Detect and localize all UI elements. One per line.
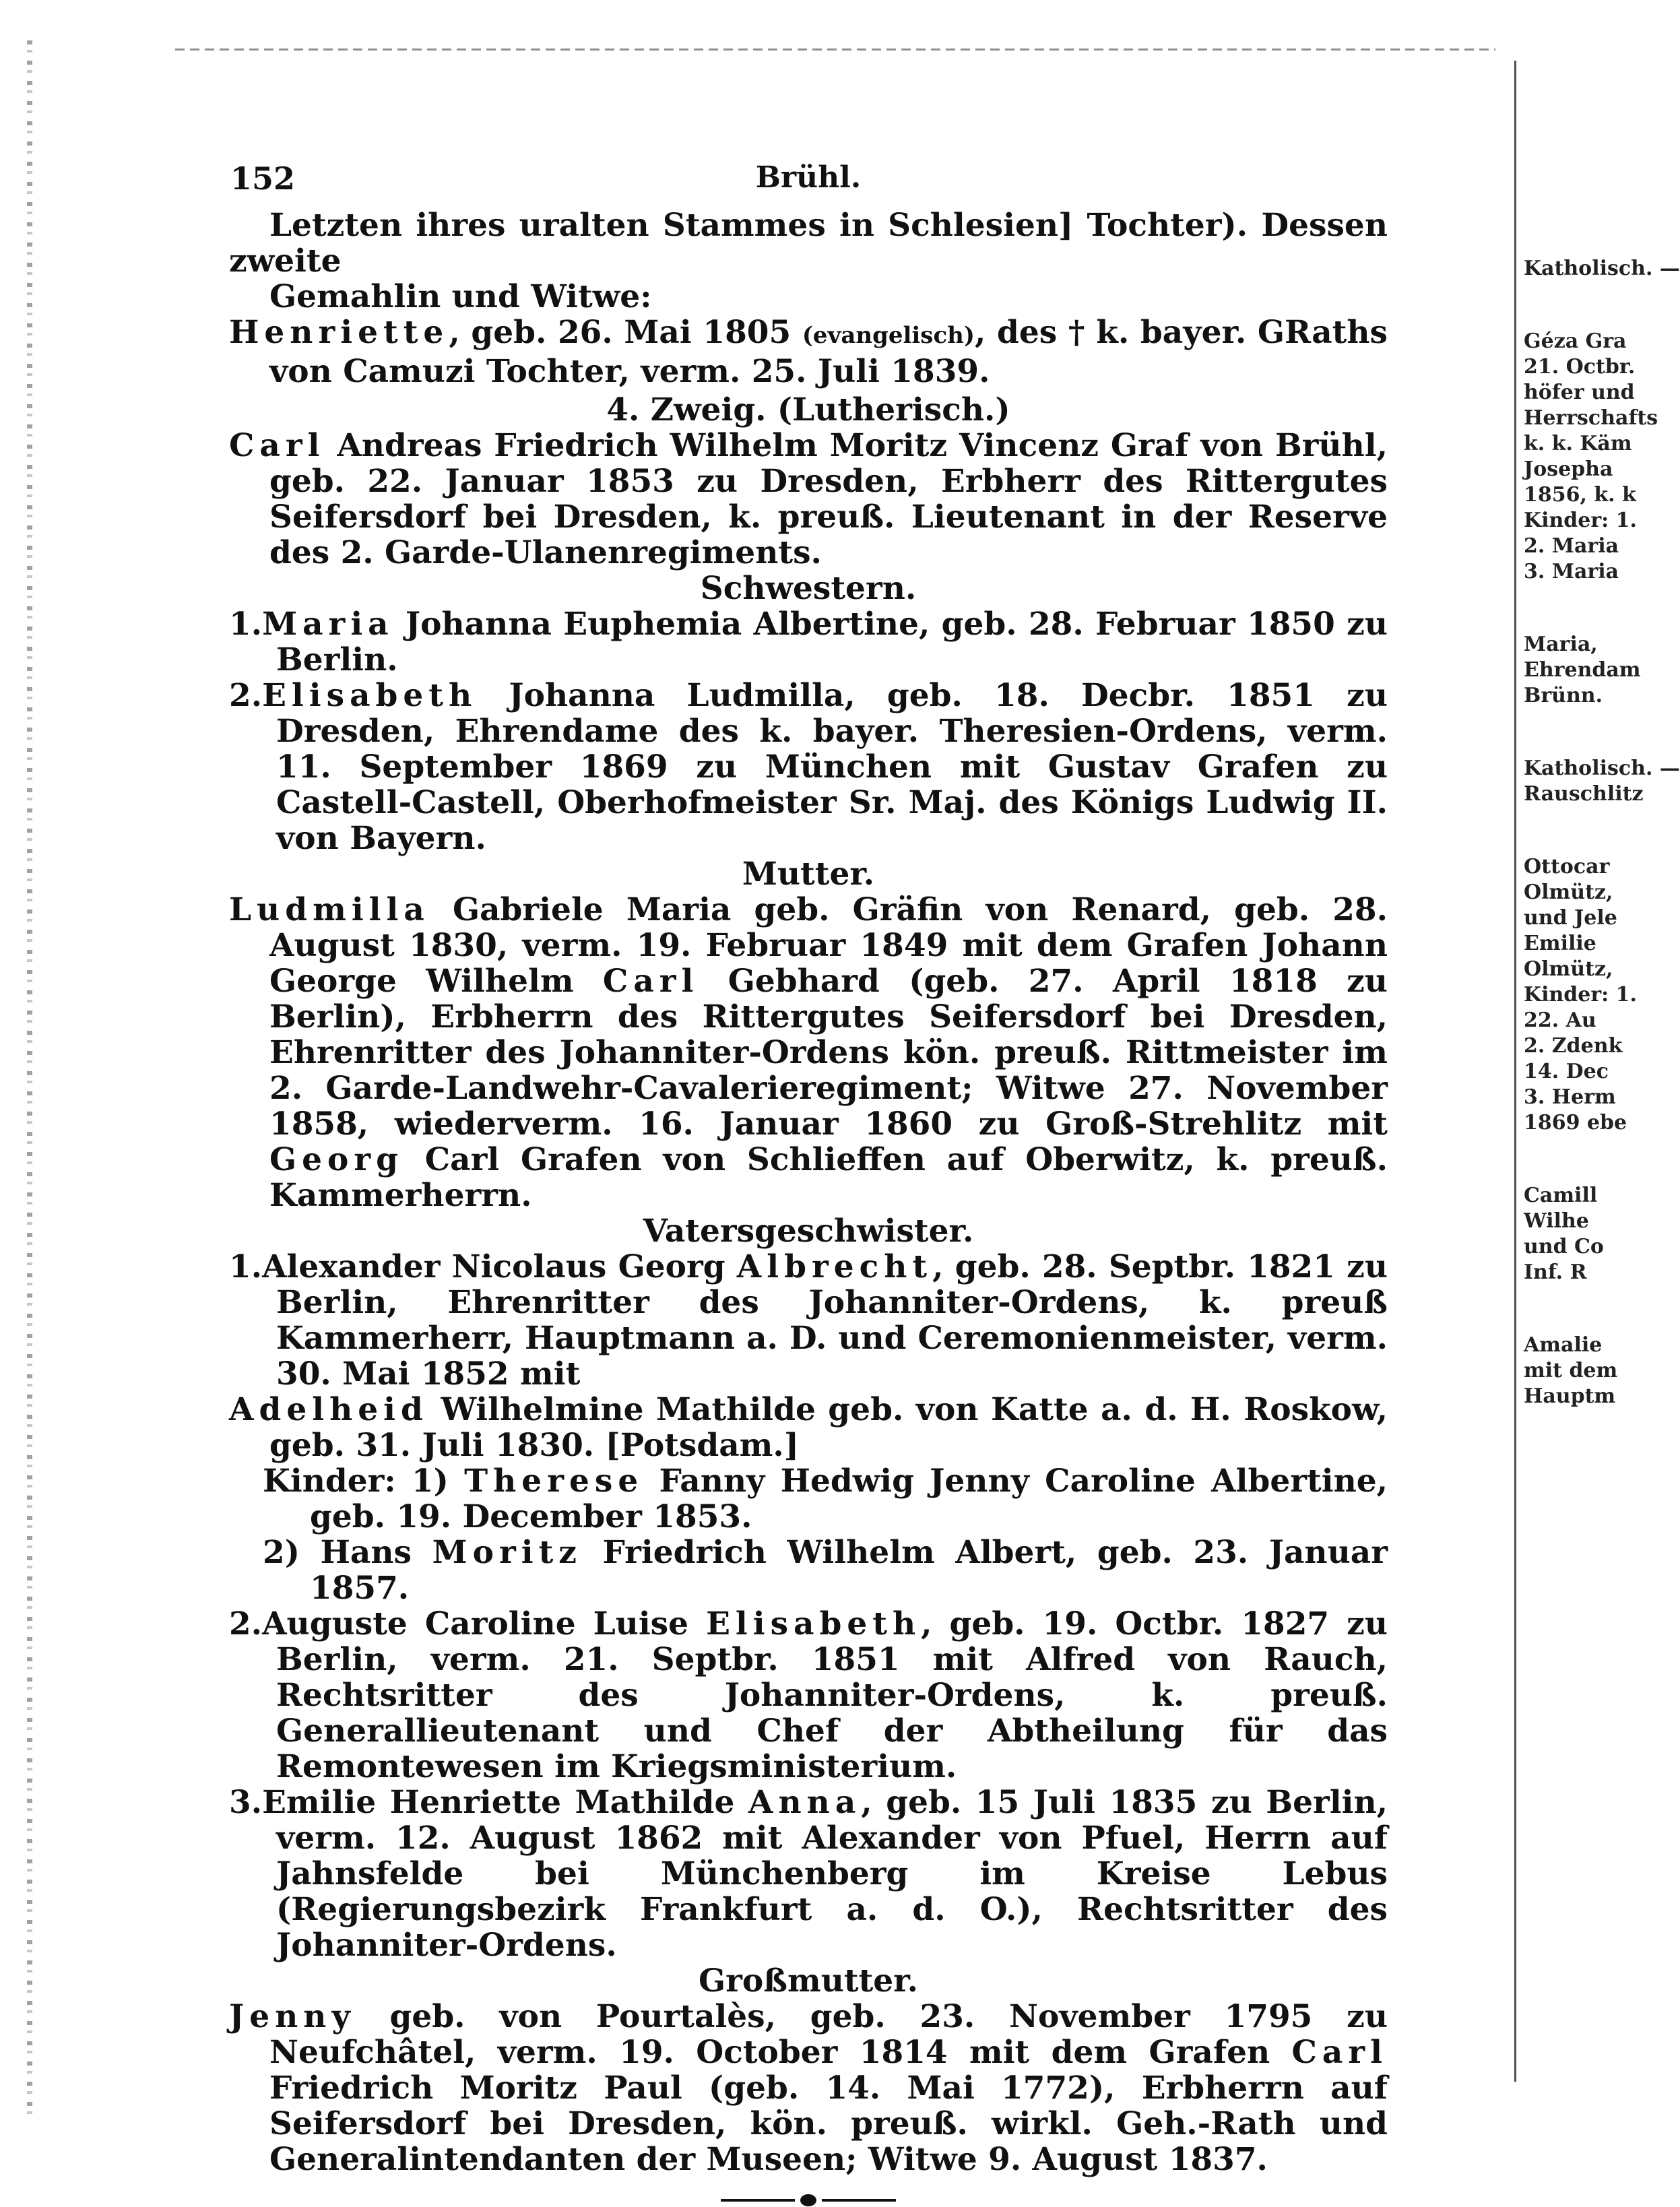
adjacent-line: Ehrendam <box>1524 658 1641 682</box>
children-entry: Kinder: 1) Therese Fanny Hedwig Jenny Caroline Albertine, geb. 19. December 1853. <box>263 1463 1388 1535</box>
adjacent-line: 21. Octbr. <box>1524 355 1636 379</box>
branch-heading: 4. Zweig. (Lutherisch.) <box>606 391 1010 428</box>
adjacent-line: Kinder: 1. <box>1524 509 1637 532</box>
adjacent-line: Kinder: 1. <box>1524 983 1637 1006</box>
adjacent-line: 1856, k. k <box>1524 483 1636 507</box>
adjacent-line: und Jele <box>1524 906 1617 930</box>
adjacent-line: 3. Maria <box>1524 560 1619 583</box>
adjacent-line: Géza Gra <box>1524 329 1627 353</box>
adjacent-line: mit dem <box>1524 1359 1618 1382</box>
paternal-entry: 3.Emilie Henriette Mathilde Anna, geb. 15 Juli 1835 zu Berlin, verm. 12. August 1862 mit Alexander von Pfuel, Herrn auf Jahnsfelde bei Münchenberg im Kreise Lebus (Regierungsbezirk Frankfurt a. d. O.), Rechtsritter des Johanniter-Ordens. <box>229 1784 1388 1964</box>
adjacent-page-fragment <box>1524 256 1680 1409</box>
sister-entry: 1.Maria Johanna Euphemia Albertine, geb. 28. Februar 1850 zu Berlin. <box>229 606 1388 678</box>
sisters-heading: Schwestern. <box>700 570 917 607</box>
paternal-entry: 2.Auguste Caroline Luise Elisabeth, geb. 19. Octbr. 1827 zu Berlin, verm. 21. Septbr. 1851 mit Alfred von Rauch, Rechtsritter des Johanniter-Ordens, k. preuß. Generallieutenant und Chef der Abtheilung für das Remontewesen im Kriegsministerium. <box>229 1605 1388 1785</box>
intro-line: Letzten ihres uralten Stammes in Schlesien] Tochter). Dessen zweite <box>229 207 1388 280</box>
adjacent-line: Olmütz, <box>1524 957 1613 981</box>
adjacent-line: Josepha <box>1524 457 1613 481</box>
adjacent-line: Herrschafts <box>1524 406 1658 430</box>
end-ornament <box>721 2194 896 2207</box>
adjacent-line: 2. Maria <box>1524 534 1619 558</box>
adjacent-line: Ottocar <box>1524 855 1610 878</box>
adjacent-line: Maria, <box>1524 633 1598 656</box>
adjacent-line: 14. Dec <box>1524 1060 1609 1083</box>
children-entry: 2) Hans Moritz Friedrich Wilhelm Albert, geb. 23. Januar 1857. <box>263 1534 1388 1607</box>
adjacent-line: Olmütz, <box>1524 881 1613 904</box>
adjacent-line: k. k. Käm <box>1524 432 1632 455</box>
adjacent-line: Hauptm <box>1524 1384 1616 1408</box>
adjacent-line: 22. Au <box>1524 1009 1596 1032</box>
adjacent-line: Inf. R <box>1524 1260 1587 1284</box>
paternal-heading: Vatersgeschwister. <box>643 1213 974 1250</box>
spouse-entry: Adelheid Wilhelmine Mathilde geb. von Katte a. d. H. Roskow, geb. 31. Juli 1830. [Potsdam.] <box>229 1391 1388 1464</box>
adjacent-line: 1869 ebe <box>1524 1111 1627 1134</box>
page-header <box>229 160 1388 207</box>
henriette-entry: Henriette, geb. 26. Mai 1805 (evangelisch), des † k. bayer. GRaths von Camuzi Tochter, verm. 25. Juli 1839. <box>229 314 1388 390</box>
adjacent-line: höfer und <box>1524 381 1635 404</box>
top-rule <box>175 49 1495 51</box>
sister-entry: 2.Elisabeth Johanna Ludmilla, geb. 18. Decbr. 1851 zu Dresden, Ehrendame des k. bayer. Theresien-Ordens, verm. 11. September 1869 zu München mit Gustav Grafen zu Castell-Castell, Oberhofmeister Sr. Maj. des Königs Ludwig II. von Bayern. <box>229 677 1388 857</box>
intro-line-2: Gemahlin und Witwe: <box>269 278 652 315</box>
adjacent-line: Katholisch. — <box>1524 757 1680 780</box>
grandmother-heading: Großmutter. <box>699 1962 918 2000</box>
adjacent-line: 2. Zdenk <box>1524 1034 1623 1058</box>
mother-entry: Ludmilla Gabriele Maria geb. Gräfin von Renard, geb. 28. August 1830, verm. 19. Februar 1849 mit dem Grafen Johann George Wilhelm Carl Gebhard (geb. 27. April 1818 zu Berlin), Erbherrn des Rittergutes Seifersdorf bei Dresden, Ehrenritter des Johanniter-Ordens kön. preuß. Rittmeister im 2. Garde-Landwehr-Cavalerieregiment; Witwe 27. November 1858, wiederverm. 16. Januar 1860 zu Groß-Strehlitz mit Georg Carl Grafen von Schlieffen auf Oberwitz, k. preuß. Kammerherrn. <box>229 891 1388 1214</box>
adjacent-line: Emilie <box>1524 932 1596 955</box>
page-number: 152 <box>230 160 296 197</box>
person-name: Carl <box>229 427 325 464</box>
adjacent-line: Brünn. <box>1524 684 1603 707</box>
person-name: Henriette <box>229 314 449 351</box>
adjacent-line: Camill <box>1524 1184 1598 1207</box>
adjacent-line: Amalie <box>1524 1333 1603 1357</box>
paternal-entry: 1.Alexander Nicolaus Georg Albrecht, geb. 28. Septbr. 1821 zu Berlin, Ehrenritter des Johanniter-Ordens, k. preuß Kammerherr, Hauptmann a. D. und Ceremonienmeister, verm. 30. Mai 1852 mit <box>229 1248 1388 1393</box>
running-title: Brühl. <box>755 160 862 195</box>
mother-heading: Mutter. <box>742 856 875 893</box>
adjacent-line: 3. Herm <box>1524 1085 1616 1109</box>
head-entry: Carl Andreas Friedrich Wilhelm Moritz Vincenz Graf von Brühl, geb. 22. Januar 1853 zu Dresden, Erbherr des Rittergutes Seifersdorf bei Dresden, k. preuß. Lieutenant in der Reserve des 2. Garde-Ulanenregiments. <box>229 427 1388 571</box>
scan-edge <box>27 40 32 2115</box>
adjacent-line: und Co <box>1524 1235 1604 1258</box>
adjacent-line: Rauschlitz <box>1524 782 1644 806</box>
grandmother-entry: Jenny geb. von Pourtalès, geb. 23. November 1795 zu Neufchâtel, verm. 19. October 1814 mit dem Grafen Carl Friedrich Moritz Paul (geb. 14. Mai 1772), Erbherrn auf Seifersdorf bei Dresden, kön. preuß. wirkl. Geh.-Rath und Generalintendanten der Museen; Witwe 9. August 1837. <box>229 1998 1388 2178</box>
page <box>229 160 1388 2207</box>
adjacent-line: Katholisch. — <box>1524 257 1680 280</box>
adjacent-line: Wilhe <box>1524 1209 1589 1233</box>
page-fold-line <box>1514 61 1516 2082</box>
page-body <box>229 207 1388 2177</box>
